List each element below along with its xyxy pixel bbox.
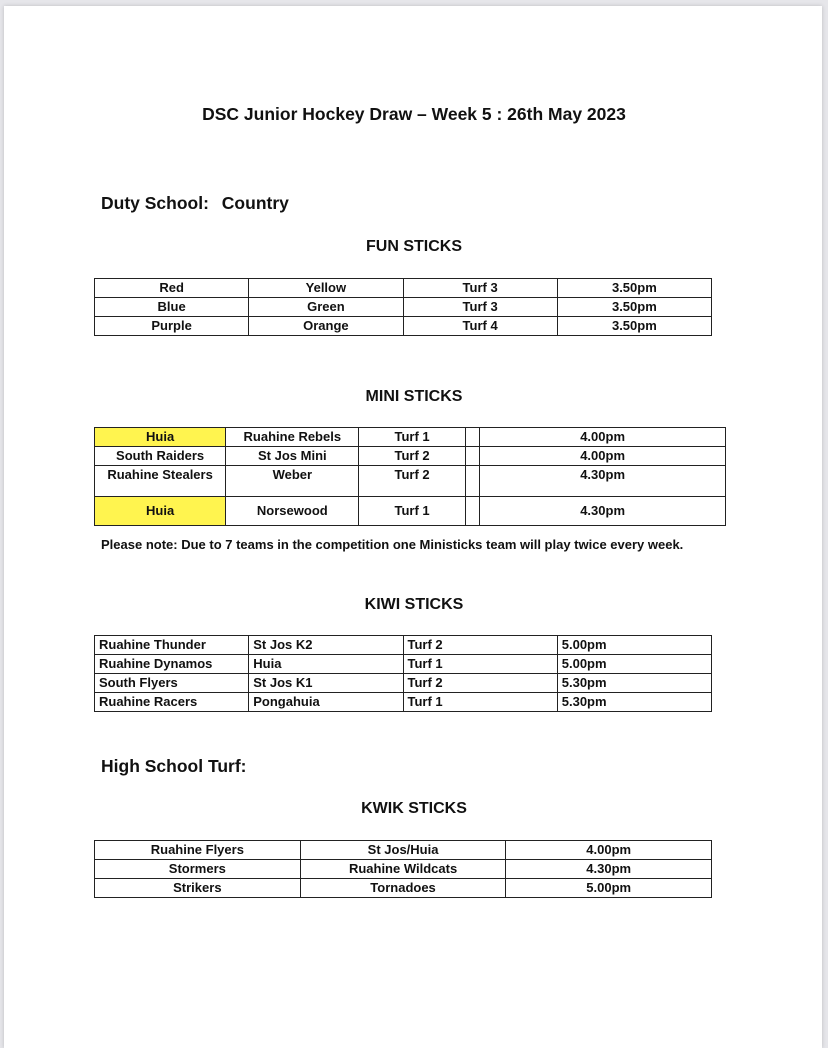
table-cell: St Jos/Huia bbox=[300, 841, 506, 860]
fun-sticks-table bbox=[94, 278, 712, 336]
table-cell: Turf 1 bbox=[403, 693, 557, 712]
table-cell: 4.30pm bbox=[506, 860, 712, 879]
mini-sticks-note: Please note: Due to 7 teams in the competition one Ministicks team will play twice every week. bbox=[101, 537, 684, 552]
kiwi-sticks-heading: KIWI STICKS bbox=[364, 596, 464, 613]
table-cell: Turf 4 bbox=[403, 317, 557, 336]
table-row bbox=[95, 879, 712, 898]
table-cell: 5.00pm bbox=[557, 636, 711, 655]
table-cell: 4.00pm bbox=[480, 428, 726, 447]
table-cell: St Jos K1 bbox=[249, 674, 403, 693]
table-cell: 5.00pm bbox=[506, 879, 712, 898]
table-cell: 3.50pm bbox=[557, 298, 711, 317]
duty-school-value: Country bbox=[221, 193, 289, 213]
table-cell: 5.00pm bbox=[557, 655, 711, 674]
table-cell: Tornadoes bbox=[300, 879, 506, 898]
table-cell bbox=[465, 428, 480, 447]
table-cell: Blue bbox=[95, 298, 249, 317]
high-school-turf-label: High School Turf: bbox=[101, 756, 247, 776]
table-cell: Turf 3 bbox=[403, 298, 557, 317]
table-cell bbox=[465, 466, 480, 497]
duty-school-label bbox=[101, 193, 289, 214]
table-row bbox=[95, 693, 712, 712]
table-row bbox=[95, 497, 726, 526]
table-cell: Turf 2 bbox=[403, 636, 557, 655]
table-cell: 5.30pm bbox=[557, 674, 711, 693]
table-cell: Turf 2 bbox=[359, 466, 465, 497]
table-cell: South Flyers bbox=[95, 674, 249, 693]
table-cell: Pongahuia bbox=[249, 693, 403, 712]
table-cell: Green bbox=[249, 298, 403, 317]
table-cell: Ruahine Rebels bbox=[226, 428, 359, 447]
table-cell: Ruahine Racers bbox=[95, 693, 249, 712]
table-cell: South Raiders bbox=[95, 447, 226, 466]
table-row bbox=[95, 466, 726, 497]
table-cell: Ruahine Flyers bbox=[95, 841, 301, 860]
table-row bbox=[95, 447, 726, 466]
table-cell: 3.50pm bbox=[557, 317, 711, 336]
table-row bbox=[95, 860, 712, 879]
mini-sticks-heading: MINI STICKS bbox=[365, 388, 463, 405]
table-cell: Red bbox=[95, 279, 249, 298]
table-cell: Ruahine Wildcats bbox=[300, 860, 506, 879]
table-cell: Strikers bbox=[95, 879, 301, 898]
mini-sticks-table bbox=[94, 427, 726, 526]
table-cell: Turf 1 bbox=[359, 428, 465, 447]
table-cell: Turf 3 bbox=[403, 279, 557, 298]
table-cell: 5.30pm bbox=[557, 693, 711, 712]
table-row bbox=[95, 841, 712, 860]
table-cell: 4.30pm bbox=[480, 497, 726, 526]
kwik-sticks-table bbox=[94, 840, 712, 898]
table-cell: Turf 2 bbox=[403, 674, 557, 693]
table-cell: Weber bbox=[226, 466, 359, 497]
table-row bbox=[95, 655, 712, 674]
table-cell: Norsewood bbox=[226, 497, 359, 526]
table-cell bbox=[465, 497, 480, 526]
table-cell: 4.30pm bbox=[480, 466, 726, 497]
table-cell: 4.00pm bbox=[506, 841, 712, 860]
table-cell: Huia bbox=[249, 655, 403, 674]
table-cell: Ruahine Thunder bbox=[95, 636, 249, 655]
fun-sticks-heading: FUN STICKS bbox=[366, 238, 462, 255]
table-cell: 4.00pm bbox=[480, 447, 726, 466]
table-cell: Ruahine Dynamos bbox=[95, 655, 249, 674]
table-cell: St Jos Mini bbox=[226, 447, 359, 466]
table-cell: Ruahine Stealers bbox=[95, 466, 226, 497]
duty-school-label-text: Duty School: bbox=[101, 193, 209, 213]
table-cell-highlighted: Huia bbox=[95, 497, 226, 526]
kiwi-sticks-table bbox=[94, 635, 712, 712]
table-row bbox=[95, 279, 712, 298]
table-row bbox=[95, 636, 712, 655]
table-row bbox=[95, 298, 712, 317]
kwik-sticks-heading: KWIK STICKS bbox=[361, 800, 467, 817]
table-cell: St Jos K2 bbox=[249, 636, 403, 655]
table-cell: Orange bbox=[249, 317, 403, 336]
table-cell: Turf 2 bbox=[359, 447, 465, 466]
document-title: DSC Junior Hockey Draw – Week 5 : 26th May 2023 bbox=[202, 104, 626, 124]
table-cell: Turf 1 bbox=[403, 655, 557, 674]
table-row bbox=[95, 674, 712, 693]
table-cell: 3.50pm bbox=[557, 279, 711, 298]
table-cell: Turf 1 bbox=[359, 497, 465, 526]
table-cell: Stormers bbox=[95, 860, 301, 879]
table-cell bbox=[465, 447, 480, 466]
table-row bbox=[95, 317, 712, 336]
table-cell: Purple bbox=[95, 317, 249, 336]
table-cell: Yellow bbox=[249, 279, 403, 298]
table-cell-highlighted: Huia bbox=[95, 428, 226, 447]
table-row bbox=[95, 428, 726, 447]
